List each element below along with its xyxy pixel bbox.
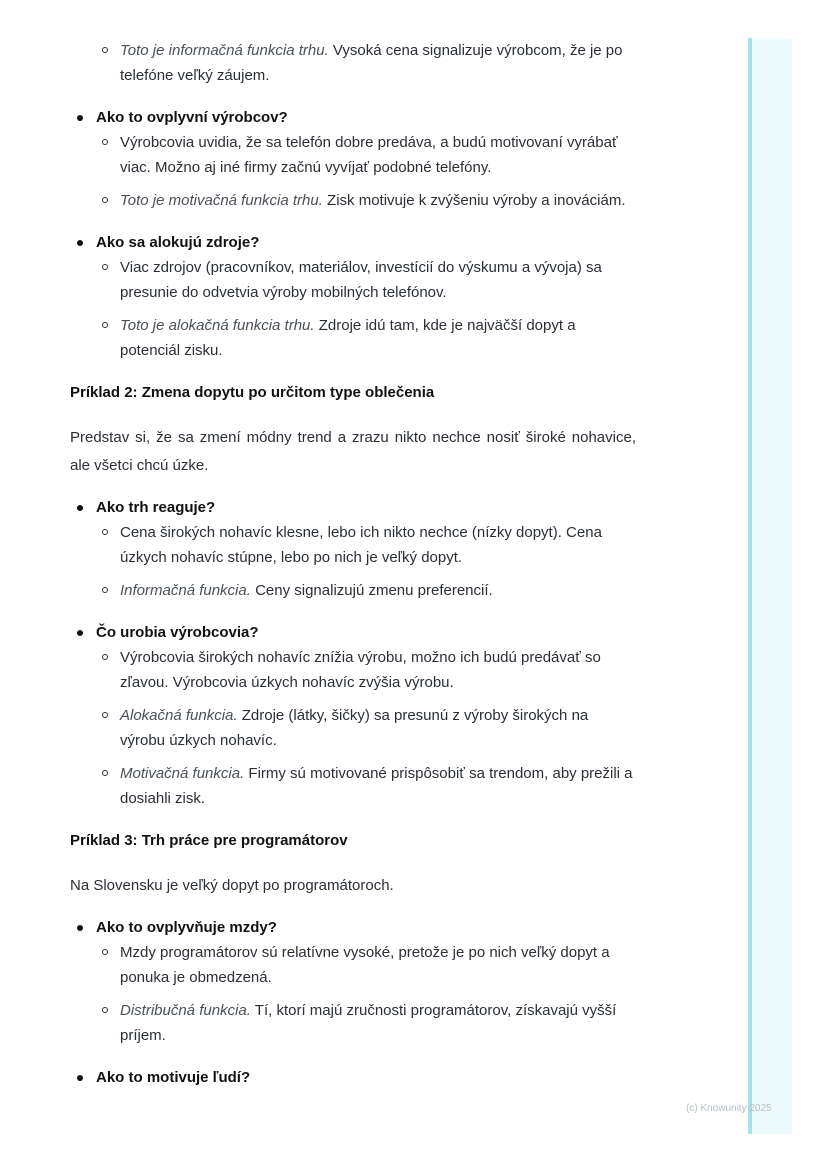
item-text: Ceny signalizujú zmenu preferencií.	[250, 582, 493, 599]
item-italic: Toto je motivačná funkcia trhu.	[120, 192, 323, 209]
item-text: Vysoká cena signalizuje výrobcom, že je po telefóne veľký záujem.	[120, 42, 623, 84]
item-text: Viac zdrojov (pracovníkov, materiálov, investícií do výskumu a vývoja) sa presunie do odvetvia výroby mobilných telefónov.	[120, 259, 602, 301]
bullet-group	[70, 105, 636, 213]
list-item	[70, 578, 636, 603]
item-italic: Distribučná funkcia.	[120, 1002, 251, 1019]
list-item	[70, 940, 636, 990]
item-text: Zdroje idú tam, kde je najväčší dopyt a potenciál zisku.	[120, 317, 576, 359]
item-italic: Alokačná funkcia.	[120, 707, 238, 724]
list-item	[70, 188, 636, 213]
bullet-group	[70, 1065, 636, 1090]
list-item	[70, 313, 636, 363]
section-heading: Príklad 3: Trh práce pre programátorov	[70, 832, 348, 849]
list-item	[70, 255, 636, 305]
item-italic: Motivačná funkcia.	[120, 765, 245, 782]
bullet-title: Ako to ovplyvní výrobcov?	[70, 105, 636, 130]
item-text: Mzdy programátorov sú relatívne vysoké, pretože je po nich veľký dopyt a ponuka je obmedzená.	[120, 944, 610, 986]
bullet-title: Ako to motivuje ľudí?	[70, 1065, 636, 1090]
bullet-group	[70, 620, 636, 811]
sidebar-band	[750, 38, 792, 1134]
content	[70, 38, 636, 1090]
item-text: Výrobcovia širokých nohavíc znížia výrobu, možno ich budú predávať so zľavou. Výrobcovia úzkych nohavíc zvýšia výrobu.	[120, 649, 601, 691]
sidebar-rule	[748, 38, 752, 1134]
item-text: Cena širokých nohavíc klesne, lebo ich nikto nechce (nízky dopyt). Cena úzkych nohavíc stúpne, lebo po nich je veľký dopyt.	[120, 524, 602, 566]
item-text: Firmy sú motivované prispôsobiť sa trendom, aby prežili a dosiahli zisk.	[120, 765, 633, 807]
list-item	[70, 645, 636, 695]
bullet-title: Ako sa alokujú zdroje?	[70, 230, 636, 255]
list-item	[70, 520, 636, 570]
copyright-footer: (c) Knowunity 2025	[686, 1103, 772, 1114]
list-item	[70, 761, 636, 811]
bullet-title: Čo urobia výrobcovia?	[70, 620, 636, 645]
list-item	[70, 703, 636, 753]
bullet-title: Ako to ovplyvňuje mzdy?	[70, 915, 636, 940]
item-text: Tí, ktorí majú zručnosti programátorov, získavajú vyšší príjem.	[120, 1002, 617, 1044]
list-item	[70, 130, 636, 180]
list-item	[70, 38, 636, 88]
item-text: Výrobcovia uvidia, že sa telefón dobre predáva, a budú motivovaní vyrábať viac. Možno aj iné firmy začnú vyvíjať podobné telefóny.	[120, 134, 618, 176]
section-paragraph: Na Slovensku je veľký dopyt po programátoroch.	[70, 877, 394, 894]
bullet-group	[70, 230, 636, 363]
item-italic: Toto je informačná funkcia trhu.	[120, 42, 329, 59]
bullet-title: Ako trh reaguje?	[70, 495, 636, 520]
section-paragraph: Predstav si, že sa zmení módny trend a zrazu nikto nechce nosiť široké nohavice, ale všetci chcú úzke.	[70, 429, 636, 474]
section-heading: Príklad 2: Zmena dopytu po určitom type oblečenia	[70, 384, 435, 401]
item-text: Zisk motivuje k zvýšeniu výroby a inováciám.	[322, 192, 626, 209]
item-text: Zdroje (látky, šičky) sa presunú z výroby širokých na výrobu úzkych nohavíc.	[120, 707, 589, 749]
bullet-group	[70, 915, 636, 1048]
list-item	[70, 998, 636, 1048]
bullet-group	[70, 495, 636, 603]
item-italic: Toto je alokačná funkcia trhu.	[120, 317, 315, 334]
item-italic: Informačná funkcia.	[120, 582, 251, 599]
